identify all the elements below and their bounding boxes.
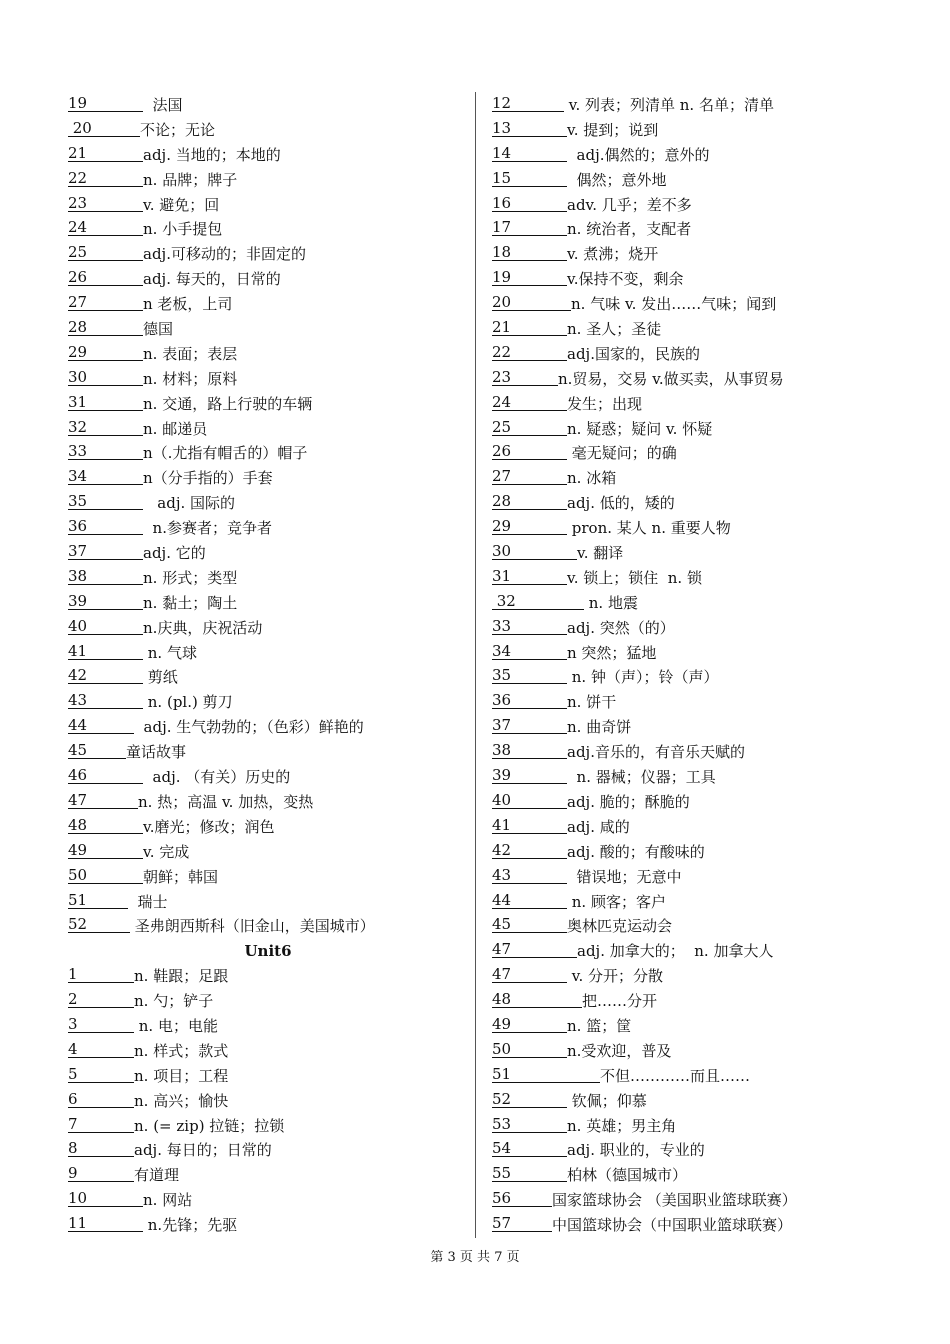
blank-number: 15 [492, 171, 567, 187]
definition-text: adj. 每天的，日常的 [143, 270, 281, 289]
blank-number: 36 [68, 519, 143, 535]
blank-number: 39 [68, 594, 143, 610]
vocab-row [68, 143, 468, 168]
vocab-row [492, 1039, 912, 1064]
blank-number: 11 [68, 1216, 143, 1232]
definition-text: 圣弗朗西斯科（旧金山，美国城市） [130, 917, 375, 936]
blank-number: 29 [68, 345, 143, 361]
vocab-row [492, 417, 912, 442]
blank-number: 26 [492, 444, 567, 460]
definition-text: n. 气味 v. 发出……气味；闻到 [571, 295, 777, 314]
vocab-row [492, 690, 912, 715]
definition-text: v. 分开；分散 [567, 967, 663, 986]
definition-text: 不论；无论 [140, 120, 216, 139]
blank-number: 46 [68, 768, 143, 784]
definition-text: n. 电；电能 [134, 1016, 218, 1035]
blank-number: 23 [68, 196, 143, 212]
vocab-row [492, 93, 912, 118]
blank-number: 6 [68, 1092, 134, 1108]
definition-text: 偶然；意外地 [567, 170, 667, 189]
vocab-row [68, 217, 468, 242]
blank-number: 2 [68, 992, 134, 1008]
definition-text: 德国 [143, 320, 174, 339]
definition-text: 剪纸 [143, 668, 178, 687]
blank-number: 7 [68, 1117, 134, 1133]
vocab-row [492, 516, 912, 541]
definition-text: n（.尤指有帽舌的）帽子 [143, 444, 308, 463]
blank-number: 50 [492, 1042, 567, 1058]
vocab-row [68, 840, 468, 865]
right-column [492, 93, 912, 1238]
blank-number: 4 [68, 1042, 134, 1058]
unit-heading: Unit6 [244, 942, 292, 961]
blank-number: 25 [492, 420, 567, 436]
vocab-row [68, 168, 468, 193]
blank-number: 40 [68, 619, 143, 635]
vocab-row [68, 1064, 468, 1089]
definition-text: n. 地震 [584, 593, 638, 612]
vocab-row [68, 1089, 468, 1114]
definition-text: n. 顾客；客户 [567, 892, 666, 911]
vocab-row [68, 441, 468, 466]
definition-text: 法国 [143, 96, 183, 114]
blank-number: 10 [68, 1191, 143, 1207]
blank-number: 12 [492, 96, 564, 112]
blank-number: 41 [68, 644, 143, 660]
definition-text: 不但…………而且…… [600, 1066, 751, 1085]
definition-text: v. 提到；说到 [567, 120, 659, 139]
definition-text: n.贸易，交易 v.做买卖，从事贸易 [558, 369, 784, 388]
blank-number: 32 [492, 594, 584, 610]
blank-number: 22 [68, 171, 143, 187]
definition-text: n. 交通，路上行驶的车辆 [143, 394, 313, 413]
vocab-row [492, 491, 912, 516]
blank-number: 55 [492, 1166, 567, 1182]
definition-text: adj.可移动的；非固定的 [143, 245, 306, 264]
blank-number: 34 [492, 644, 567, 660]
blank-number: 21 [492, 320, 567, 336]
blank-number: 9 [68, 1166, 134, 1182]
vocab-row [492, 939, 912, 964]
blank-number: 43 [492, 868, 567, 884]
vocab-row [68, 690, 468, 715]
vocab-row [492, 665, 912, 690]
definition-text: n 老板，上司 [143, 295, 233, 314]
definition-text: n. 热；高温 v. 加热，变热 [138, 792, 314, 811]
definition-text: n. 表面；表层 [143, 344, 238, 363]
definition-text: adj. 每日的；日常的 [134, 1141, 272, 1160]
vocab-row [68, 392, 468, 417]
blank-number: 36 [492, 693, 567, 709]
column-divider [475, 92, 476, 1238]
vocab-row [68, 914, 468, 939]
blank-number: 37 [492, 718, 567, 734]
definition-text: adj. 脆的；酥脆的 [567, 792, 690, 811]
definition-text: n. 统治者，支配者 [567, 220, 692, 239]
definition-text: n. 英雄；男主角 [567, 1116, 677, 1135]
definition-text: n 突然；猛地 [567, 643, 657, 662]
vocab-row [492, 317, 912, 342]
vocab-row [68, 865, 468, 890]
blank-number: 48 [492, 992, 582, 1008]
vocab-row [68, 790, 468, 815]
blank-number: 33 [492, 619, 567, 635]
blank-number: 49 [492, 1017, 567, 1033]
vocab-row [68, 890, 468, 915]
definition-text: 把……分开 [582, 992, 658, 1011]
vocab-row [68, 989, 468, 1014]
vocab-row [68, 815, 468, 840]
blank-number: 26 [68, 270, 143, 286]
vocab-row [492, 242, 912, 267]
vocab-row [68, 491, 468, 516]
blank-number: 53 [492, 1117, 567, 1133]
blank-number: 39 [492, 768, 567, 784]
vocab-row [68, 1188, 468, 1213]
vocab-row [68, 317, 468, 342]
blank-number: 24 [68, 220, 143, 236]
vocab-row [492, 143, 912, 168]
blank-number: 47 [68, 793, 138, 809]
definition-text: n. 形式；类型 [143, 568, 238, 587]
blank-number: 45 [492, 917, 567, 933]
blank-number: 44 [68, 718, 134, 734]
vocab-row [492, 890, 912, 915]
definition-text: adj.偶然的；意外的 [567, 145, 710, 164]
vocab-row [68, 466, 468, 491]
vocab-row [492, 292, 912, 317]
blank-number: 42 [492, 843, 567, 859]
vocab-row [492, 466, 912, 491]
vocab-row [68, 1163, 468, 1188]
blank-number: 1 [68, 967, 134, 983]
vocab-row [68, 765, 468, 790]
vocab-row [492, 989, 912, 1014]
definition-text: adj. 国际的 [143, 494, 236, 513]
vocab-row [492, 342, 912, 367]
vocab-row [492, 591, 912, 616]
definition-text: adj. 低的，矮的 [567, 494, 675, 513]
vocab-row [492, 1064, 912, 1089]
definition-text: 有道理 [134, 1166, 180, 1185]
definition-text: n. 项目；工程 [134, 1066, 229, 1085]
blank-number: 44 [492, 893, 567, 909]
vocab-row [68, 740, 468, 765]
vocab-row [68, 193, 468, 218]
blank-number: 51 [492, 1067, 600, 1083]
vocab-row [68, 242, 468, 267]
definition-text: adj. （有关）历史的 [143, 768, 291, 787]
blank-number: 57 [492, 1216, 552, 1232]
blank-number: 47 [492, 942, 577, 958]
definition-text: adj. 生气勃勃的；（色彩）鲜艳的 [134, 718, 364, 737]
definition-text: n. 钟（声）；铃（声） [567, 668, 719, 687]
vocab-row [68, 715, 468, 740]
vocab-row [492, 641, 912, 666]
blank-number: 34 [68, 469, 143, 485]
blank-number: 29 [492, 519, 567, 535]
definition-text: pron. 某人 n. 重要人物 [567, 519, 731, 538]
blank-number: 41 [492, 818, 567, 834]
blank-number: 19 [68, 96, 143, 112]
vocab-row [68, 342, 468, 367]
blank-number: 45 [68, 743, 126, 759]
blank-number: 21 [68, 146, 143, 162]
blank-number: 47 [492, 967, 567, 983]
vocab-row [68, 541, 468, 566]
blank-number: 19 [492, 270, 567, 286]
vocab-row [492, 616, 912, 641]
left-column [68, 93, 468, 1238]
blank-number: 43 [68, 693, 143, 709]
blank-number: 56 [492, 1191, 552, 1207]
definition-text: 柏林（德国城市） [567, 1166, 688, 1185]
definition-text: n.受欢迎，普及 [567, 1041, 672, 1060]
definition-text: 错误地；无意中 [567, 867, 682, 886]
definition-text: n. 小手提包 [143, 220, 223, 239]
vocab-row [492, 168, 912, 193]
vocab-row [492, 1014, 912, 1039]
vocab-row [68, 267, 468, 292]
blank-number: 23 [492, 370, 558, 386]
vocab-row [492, 1114, 912, 1139]
blank-number: 50 [68, 868, 143, 884]
vocab-row [492, 1213, 912, 1238]
blank-number: 38 [492, 743, 567, 759]
blank-number: 35 [68, 494, 143, 510]
blank-number: 51 [68, 893, 128, 909]
vocab-row [68, 616, 468, 641]
blank-number: 16 [492, 196, 567, 212]
vocab-row [492, 541, 912, 566]
blank-number: 32 [68, 420, 143, 436]
definition-text: 瑞士 [128, 892, 168, 911]
definition-text: v. 锁上；锁住 n. 锁 [567, 568, 702, 587]
vocab-row [68, 641, 468, 666]
vocab-row [492, 815, 912, 840]
vocab-row [492, 840, 912, 865]
definition-text: n.先锋；先驱 [143, 1216, 238, 1235]
definition-text: 中国篮球协会（中国职业篮球联赛） [552, 1216, 793, 1235]
vocab-row [68, 516, 468, 541]
vocab-row [492, 193, 912, 218]
vocab-row [68, 1138, 468, 1163]
definition-text: n.参赛者；竞争者 [143, 519, 272, 538]
vocab-row [492, 118, 912, 143]
definition-text: n. (pl.) 剪刀 [143, 693, 233, 712]
blank-number: 17 [492, 220, 567, 236]
definition-text: adj. 突然（的） [567, 618, 675, 637]
blank-number: 38 [68, 569, 143, 585]
page-footer: 第 3 页 共 7 页 [430, 1250, 520, 1265]
definition-text: n.庆典，庆祝活动 [143, 618, 263, 637]
blank-number: 14 [492, 146, 567, 162]
vocab-row [492, 392, 912, 417]
blank-number: 13 [492, 121, 567, 137]
definition-text: n. 篮；筐 [567, 1016, 632, 1035]
vocab-row [492, 964, 912, 989]
blank-number: 28 [68, 320, 143, 336]
definition-text: n. 高兴；愉快 [134, 1091, 229, 1110]
blank-number: 27 [492, 469, 567, 485]
definition-text: adj.国家的，民族的 [567, 344, 700, 363]
definition-text: 朝鲜；韩国 [143, 867, 219, 886]
definition-text: n. 样式；款式 [134, 1041, 229, 1060]
definition-text: 童话故事 [126, 743, 187, 762]
vocab-row [492, 1188, 912, 1213]
definition-text: n. 网站 [143, 1191, 193, 1210]
blank-number: 52 [492, 1092, 567, 1108]
definition-text: v. 翻译 [577, 544, 624, 563]
definition-text: adj. 职业的，专业的 [567, 1141, 705, 1160]
vocab-row [492, 1138, 912, 1163]
definition-text: 国家篮球协会 （美国职业篮球联赛） [552, 1191, 797, 1210]
vocab-row [492, 367, 912, 392]
definition-text: adj. 它的 [143, 544, 206, 563]
blank-number: 31 [492, 569, 567, 585]
vocab-row [68, 367, 468, 392]
definition-text: 钦佩；仰慕 [567, 1091, 647, 1110]
definition-text: adj.音乐的，有音乐天赋的 [567, 743, 745, 762]
vocab-row [492, 1163, 912, 1188]
vocab-row [68, 292, 468, 317]
definition-text: n. 品牌；牌子 [143, 170, 238, 189]
definition-text: n. 勺；铲子 [134, 992, 214, 1011]
vocab-row [68, 1213, 468, 1238]
vocab-row [492, 715, 912, 740]
vocab-row [492, 865, 912, 890]
definition-text: n. 器械；仪器；工具 [567, 768, 716, 787]
definition-text: v. 完成 [143, 842, 190, 861]
blank-number: 27 [68, 295, 143, 311]
vocab-row [492, 441, 912, 466]
definition-text: v.磨光；修改；润色 [143, 817, 275, 836]
blank-number: 8 [68, 1141, 134, 1157]
vocab-row [492, 914, 912, 939]
definition-text: n. (= zip) 拉链；拉锁 [134, 1116, 285, 1135]
vocab-row [68, 566, 468, 591]
vocab-row [68, 417, 468, 442]
definition-text: v. 避免；回 [143, 195, 220, 214]
vocab-row [492, 566, 912, 591]
blank-number: 52 [68, 917, 130, 933]
blank-number: 35 [492, 668, 567, 684]
vocab-row [68, 118, 468, 143]
definition-text: n. 材料；原料 [143, 369, 238, 388]
definition-text: adj. 加拿大的； n. 加拿大人 [577, 942, 774, 961]
definition-text: n. 饼干 [567, 693, 617, 712]
vocab-row [68, 1039, 468, 1064]
definition-text: n. 冰箱 [567, 469, 617, 488]
blank-number: 49 [68, 843, 143, 859]
vocab-row [492, 217, 912, 242]
vocab-row [68, 1014, 468, 1039]
definition-text: n. 鞋跟；足跟 [134, 967, 229, 986]
vocab-row [492, 790, 912, 815]
definition-text: v. 列表；列清单 n. 名单；清单 [564, 96, 774, 114]
definition-text: 发生；出现 [567, 394, 643, 413]
definition-text: v.保持不变，剩余 [567, 270, 684, 289]
blank-number: 42 [68, 668, 143, 684]
blank-number: 22 [492, 345, 567, 361]
blank-number: 25 [68, 245, 143, 261]
blank-number: 30 [68, 370, 143, 386]
vocab-row [492, 267, 912, 292]
definition-text: n（分手指的）手套 [143, 469, 273, 488]
blank-number: 20 [492, 295, 571, 311]
blank-number: 31 [68, 395, 143, 411]
blank-number: 5 [68, 1067, 134, 1083]
vocab-row [492, 740, 912, 765]
definition-text: n. 黏土；陶土 [143, 593, 238, 612]
definition-text: n. 邮递员 [143, 419, 208, 438]
definition-text: adv. 几乎；差不多 [567, 195, 692, 214]
blank-number: 20 [68, 121, 140, 137]
definition-text: adj. 酸的；有酸味的 [567, 842, 705, 861]
blank-number: 33 [68, 444, 143, 460]
vocab-row [68, 964, 468, 989]
definition-text: n. 疑惑；疑问 v. 怀疑 [567, 419, 713, 438]
definition-text: adj. 当地的；本地的 [143, 145, 281, 164]
definition-text: adj. 咸的 [567, 817, 630, 836]
definition-text: v. 煮沸；烧开 [567, 245, 659, 264]
blank-number: 54 [492, 1141, 567, 1157]
blank-number: 40 [492, 793, 567, 809]
blank-number: 24 [492, 395, 567, 411]
blank-number: 30 [492, 544, 577, 560]
blank-number: 3 [68, 1017, 134, 1033]
vocab-row [68, 665, 468, 690]
vocab-row [492, 1089, 912, 1114]
blank-number: 37 [68, 544, 143, 560]
definition-text: 毫无疑问；的确 [567, 444, 677, 463]
definition-text: n. 曲奇饼 [567, 718, 632, 737]
vocab-row [68, 93, 468, 118]
vocab-row [68, 1114, 468, 1139]
vocab-row [492, 765, 912, 790]
vocab-row [68, 591, 468, 616]
definition-text: n. 气球 [143, 643, 197, 662]
blank-number: 28 [492, 494, 567, 510]
definition-text: 奥林匹克运动会 [567, 917, 673, 936]
blank-number: 18 [492, 245, 567, 261]
definition-text: n. 圣人；圣徒 [567, 320, 662, 339]
blank-number: 48 [68, 818, 143, 834]
